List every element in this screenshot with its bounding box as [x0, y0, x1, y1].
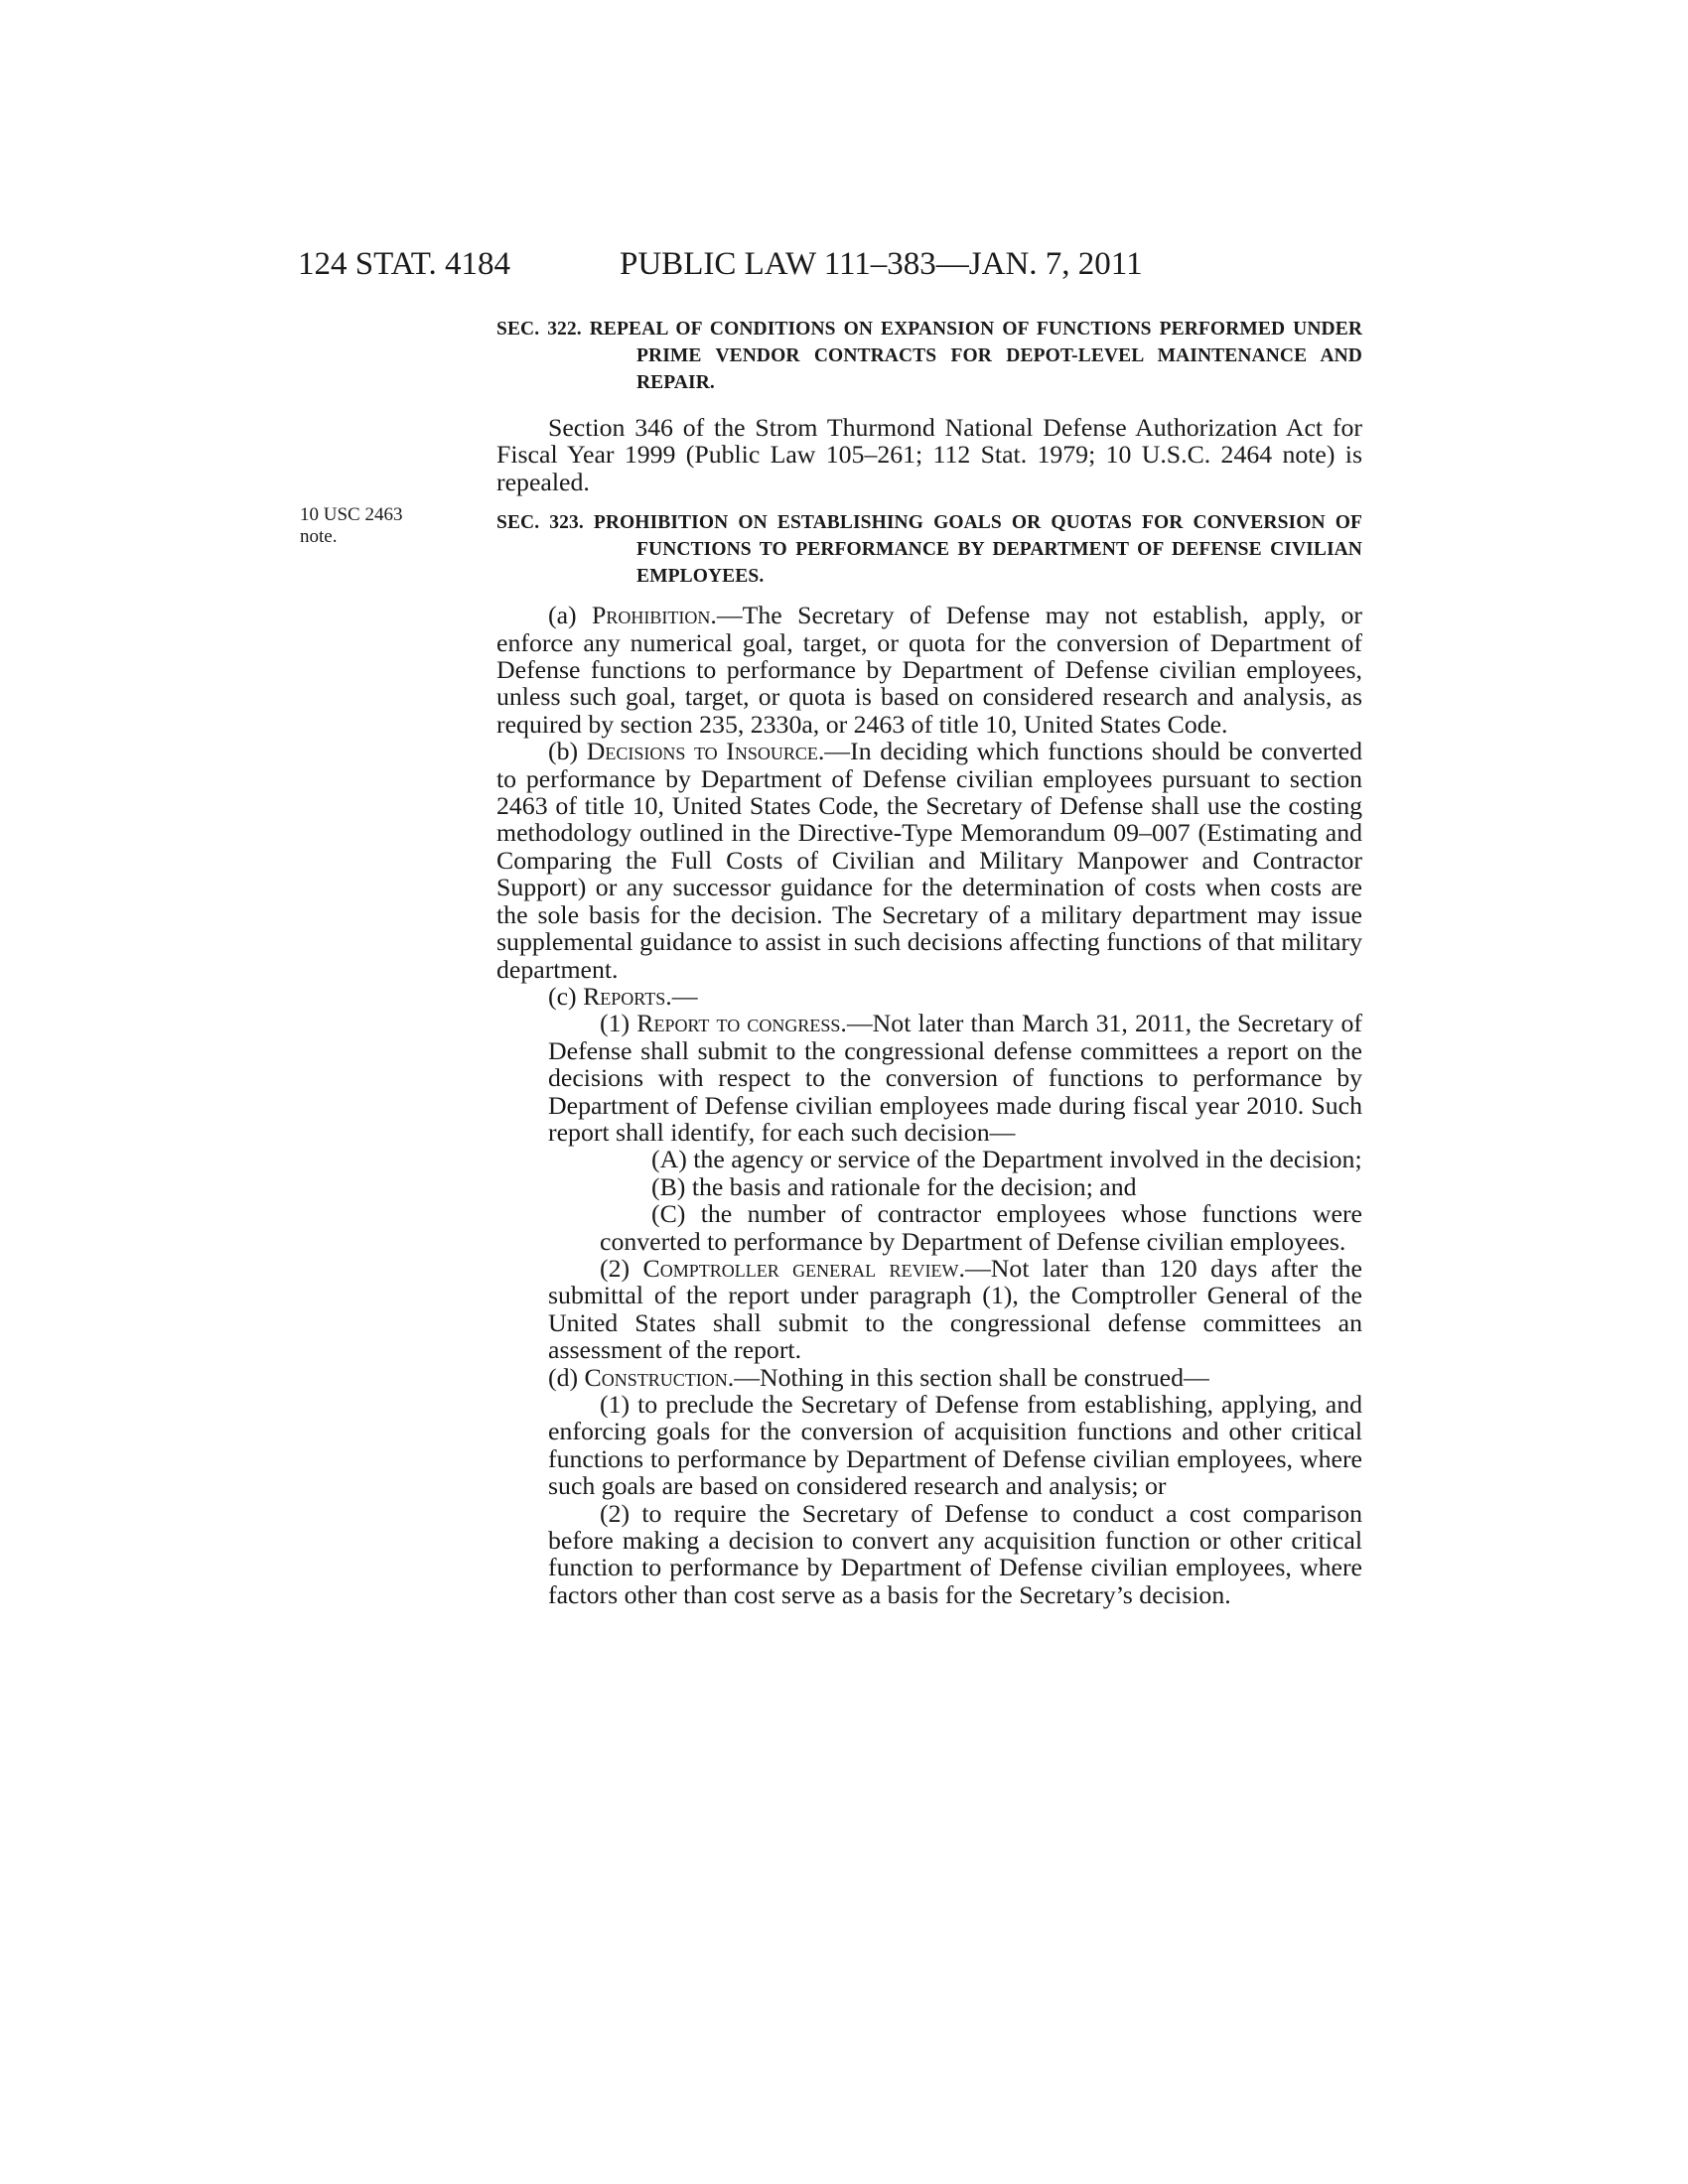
- subparagraph-c1A: (A) the agency or service of the Department involved in the decision;: [651, 1145, 1362, 1174]
- subsection-d-text: .—Nothing in this section shall be construed—: [727, 1362, 1209, 1392]
- section-323-heading: SEC. 323. PROHIBITION ON ESTABLISHING GOALS OR QUOTAS FOR CONVERSION OF FUNCTIONS TO PERFORMANCE BY DEPARTMENT OF DEFENSE CIVILIAN EMPLOYEES.: [496, 512, 1362, 588]
- subparagraph-c1C: (C) the number of contractor employees whose functions were converted to performance by Department of Defense civilian employees.: [600, 1199, 1362, 1256]
- paragraph-c2-title: Comptroller general review: [642, 1253, 959, 1283]
- paragraph-c2: [496, 1255, 1362, 1364]
- margin-note-suffix: note.: [300, 526, 338, 547]
- subsection-b-title: Decisions to Insource: [586, 737, 818, 766]
- margin-note-citation: 10 USC 2463: [300, 504, 403, 525]
- subsection-b-text: .—In deciding which functions should be converted to performance by Department of Defense civilian employees pursuant to section 2463 of title 10, United States Code, the Secretary of Defense shall use the costing methodology outlined in the Directive-Type Memorandum 09–007 (Estimating and Comparing the Full Costs of Civilian and Military Manpower and Contractor Support) or any successor guidance for the determination of costs when costs are the sole basis for the decision. The Secretary of a military department may issue supplemental guidance to assist in such decisions affecting functions of that military department.: [496, 737, 1363, 984]
- paragraph-c1-label: (1): [600, 1009, 637, 1038]
- page-header: [298, 246, 1390, 296]
- subsection-c-text: .—: [665, 981, 698, 1011]
- paragraph-c1: [496, 1010, 1362, 1146]
- section-322-body: Section 346 of the Strom Thurmond National Defense Authorization Act for Fiscal Year 1999 (Public Law 105–261; 112 Stat. 1979; 10 U.S.C. 2464 note) is repealed.: [496, 413, 1362, 496]
- subsection-b-label: (b): [548, 737, 587, 766]
- paragraph-d2: (2) to require the Secretary of Defense to conduct a cost comparison before making a decision to convert any acquisition function or other critical function to performance by Department of Defense civilian employees, where factors other than cost serve as a basis for the Secretary’s decision.: [548, 1498, 1362, 1609]
- subsection-b: [496, 738, 1362, 983]
- public-law-title: PUBLIC LAW 111–383—JAN. 7, 2011: [620, 246, 1143, 282]
- paragraph-c1-title: Report to congress: [636, 1009, 841, 1038]
- subsection-c-label: (c): [548, 981, 584, 1011]
- subsection-a: [496, 602, 1362, 738]
- paragraph-c2-label: (2): [600, 1253, 643, 1283]
- margin-note: [300, 504, 449, 548]
- statute-page-number: 124 STAT. 4184: [298, 246, 511, 282]
- paragraph-c2-text: .—Not later than 120 days after the submittal of the report under paragraph (1), the Comptroller General of the United States shall submit to the congressional defense committees an assessment of the report.: [548, 1253, 1363, 1365]
- subsection-c-title: Reports: [583, 981, 666, 1011]
- subparagraph-c1B: (B) the basis and rationale for the decision; and: [651, 1171, 1137, 1201]
- subsection-d-title: Construction: [584, 1362, 728, 1392]
- subsection-c: [496, 983, 1362, 1010]
- subsection-a-title: Prohibition: [592, 601, 711, 630]
- subsection-d-label: (d): [548, 1362, 585, 1392]
- paragraph-c1-text: .—Not later than March 31, 2011, the Secretary of Defense shall submit to the congressional defense committees a report on the decisions with respect to the conversion of functions to performance by Department of Defense civilian employees made during fiscal year 2010. Such report shall identify, for each such decision—: [548, 1009, 1362, 1147]
- section-322-heading: SEC. 322. REPEAL OF CONDITIONS ON EXPANSION OF FUNCTIONS PERFORMED UNDER PRIME VENDOR CONTRACTS FOR DEPOT-LEVEL MAINTENANCE AND REPAIR.: [496, 319, 1362, 393]
- subsection-a-text: .—The Secretary of Defense may not establish, apply, or enforce any numerical goal, target, or quota for the conversion of Department of Defense functions to performance by Department of Defense civilian employees, unless such goal, target, or quota is based on considered research and analysis, as required by section 235, 2330a, or 2463 of title 10, United States Code.: [496, 601, 1362, 739]
- paragraph-d1: (1) to preclude the Secretary of Defense from establishing, applying, and enforcing goals for the conversion of acquisition functions and other critical functions to performance by Department of Defense civilian employees, where such goals are based on considered research and analysis; or: [548, 1390, 1362, 1501]
- subsection-a-label: (a): [548, 601, 593, 630]
- page-body: [496, 316, 1362, 1608]
- subsection-d: [496, 1364, 1362, 1391]
